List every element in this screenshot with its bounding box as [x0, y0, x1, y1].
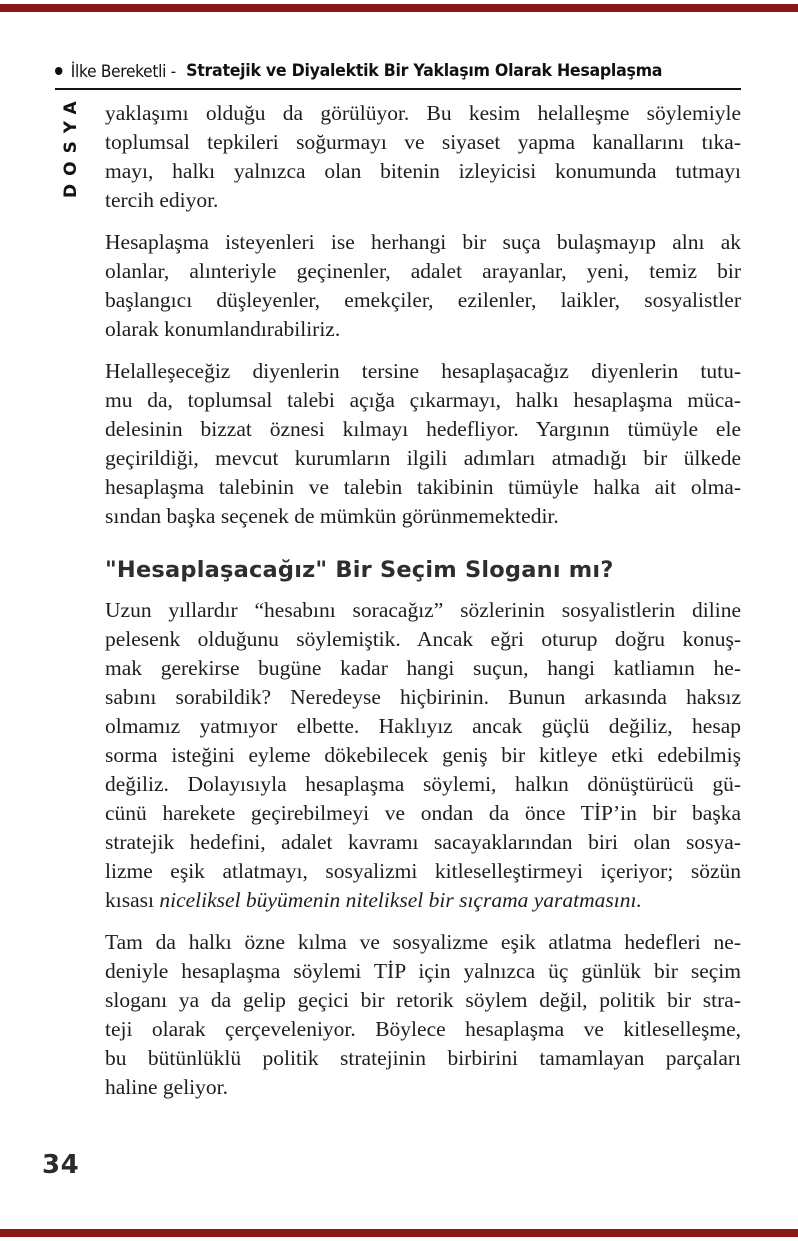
paragraph — [105, 357, 741, 531]
top-red-bar — [0, 4, 798, 12]
text-line: bu bütünlüklü politik stratejinin birbirini tamamlayan parçaları — [105, 1046, 741, 1070]
text-line: lizme eşik atlatmayı, sosyalizmi kitleselleştirmeyi içeriyor; sözün — [105, 859, 741, 883]
text-line: tercih ediyor. — [105, 188, 219, 212]
paragraph — [105, 228, 741, 344]
text-line: stratejik hedefini, adalet kavramı sacayaklarından biri olan sosya- — [105, 830, 741, 854]
text-line: delesinin bizzat öznesi kılmayı hedefliyor. Yargının tümüyle ele — [105, 417, 741, 441]
text-line: sından başka seçenek de mümkün görünmemektedir. — [105, 504, 559, 528]
text-line: pelesenk olduğunu söylemiştik. Ancak eğri oturup doğru konuş- — [105, 627, 741, 651]
text-line: Tam da halkı özne kılma ve sosyalizme eşik atlatma hedefleri ne- — [105, 930, 741, 954]
paragraph — [105, 596, 741, 915]
text-line: olanlar, alınteriyle geçinenler, adalet arayanlar, yeni, temiz bir — [105, 259, 741, 283]
running-header — [55, 61, 662, 81]
bullet-icon — [55, 67, 62, 75]
section-label-dosya: DOSYA — [61, 93, 81, 198]
text-line: teji olarak çerçeveleniyor. Böylece hesaplaşma ve kitleselleşme, — [105, 1017, 741, 1041]
text-line: mu da, toplumsal talebi açığa çıkarmayı, halkı hesaplaşma müca- — [105, 388, 741, 412]
section-label-wrap — [56, 86, 88, 200]
text-line: mayı, halkı yalnızca olan bitenin izleyicisi konumunda tutmayı — [105, 159, 741, 183]
header-underline — [55, 88, 741, 90]
text-line: yaklaşımı olduğu da görülüyor. Bu kesim helalleşme söylemiyle — [105, 101, 741, 125]
text-line: değiliz. Dolayısıyla hesaplaşma söylemi, halkın dönüştürücü gü- — [105, 772, 741, 796]
text-line: sabını sorabildik? Neredeyse hiçbirinin. Bunun arkasında haksız — [105, 685, 741, 709]
text-line: sloganı ya da gelip geçici bir retorik söylem değil, politik bir stra- — [105, 988, 741, 1012]
paragraph — [105, 928, 741, 1102]
text-line: Hesaplaşma isteyenleri ise herhangi bir suça bulaşmayıp alnı ak — [105, 230, 741, 254]
page-number: 34 — [42, 1150, 80, 1180]
text-line: Uzun yıllardır “hesabını soracağız” sözlerinin sosyalistlerin diline — [105, 598, 741, 622]
text-line: kısası niceliksel büyümenin niteliksel bir sıçrama yaratmasını. — [105, 888, 642, 912]
article-body — [105, 99, 741, 1115]
header-article-title: Stratejik ve Diyalektik Bir Yaklaşım Olarak Hesaplaşma — [186, 61, 663, 81]
bottom-red-bar — [0, 1229, 798, 1237]
header-author: İlke Bereketli - — [70, 61, 176, 81]
text-line: toplumsal tepkileri soğurmayı ve siyaset yapma kanallarını tıka- — [105, 130, 741, 154]
text-line: mak gerekirse bugüne kadar hangi suçun, hangi katliamın he- — [105, 656, 741, 680]
text-line: haline geliyor. — [105, 1075, 228, 1099]
paragraph — [105, 99, 741, 215]
text-line: geçirildiği, mevcut kurumların ilgili adımları atmadığı bir ülkede — [105, 446, 741, 470]
text-line: olarak konumlandırabiliriz. — [105, 317, 341, 341]
text-line: olmamız yatmıyor elbette. Haklıyız ancak güçlü değiliz, hesap — [105, 714, 741, 738]
text-line: deniyle hesaplaşma söylemi TİP için yalnızca üç günlük bir seçim — [105, 959, 741, 983]
text-line: sorma isteğini eyleme dökebilecek geniş bir kitleye etki edebilmiş — [105, 743, 741, 767]
text-line: başlangıcı düşleyenler, emekçiler, ezilenler, laikler, sosyalistler — [105, 288, 741, 312]
text-line: cünü harekete geçirebilmeyi ve ondan da önce TİP’in bir başka — [105, 801, 741, 825]
section-heading: "Hesaplaşacağız" Bir Seçim Sloganı mı? — [105, 557, 614, 583]
text-line: Helalleşeceğiz diyenlerin tersine hesaplaşacağız diyenlerin tutu- — [105, 359, 741, 383]
text-line: hesaplaşma talebinin ve talebin takibinin tümüyle halka ait olma- — [105, 475, 741, 499]
